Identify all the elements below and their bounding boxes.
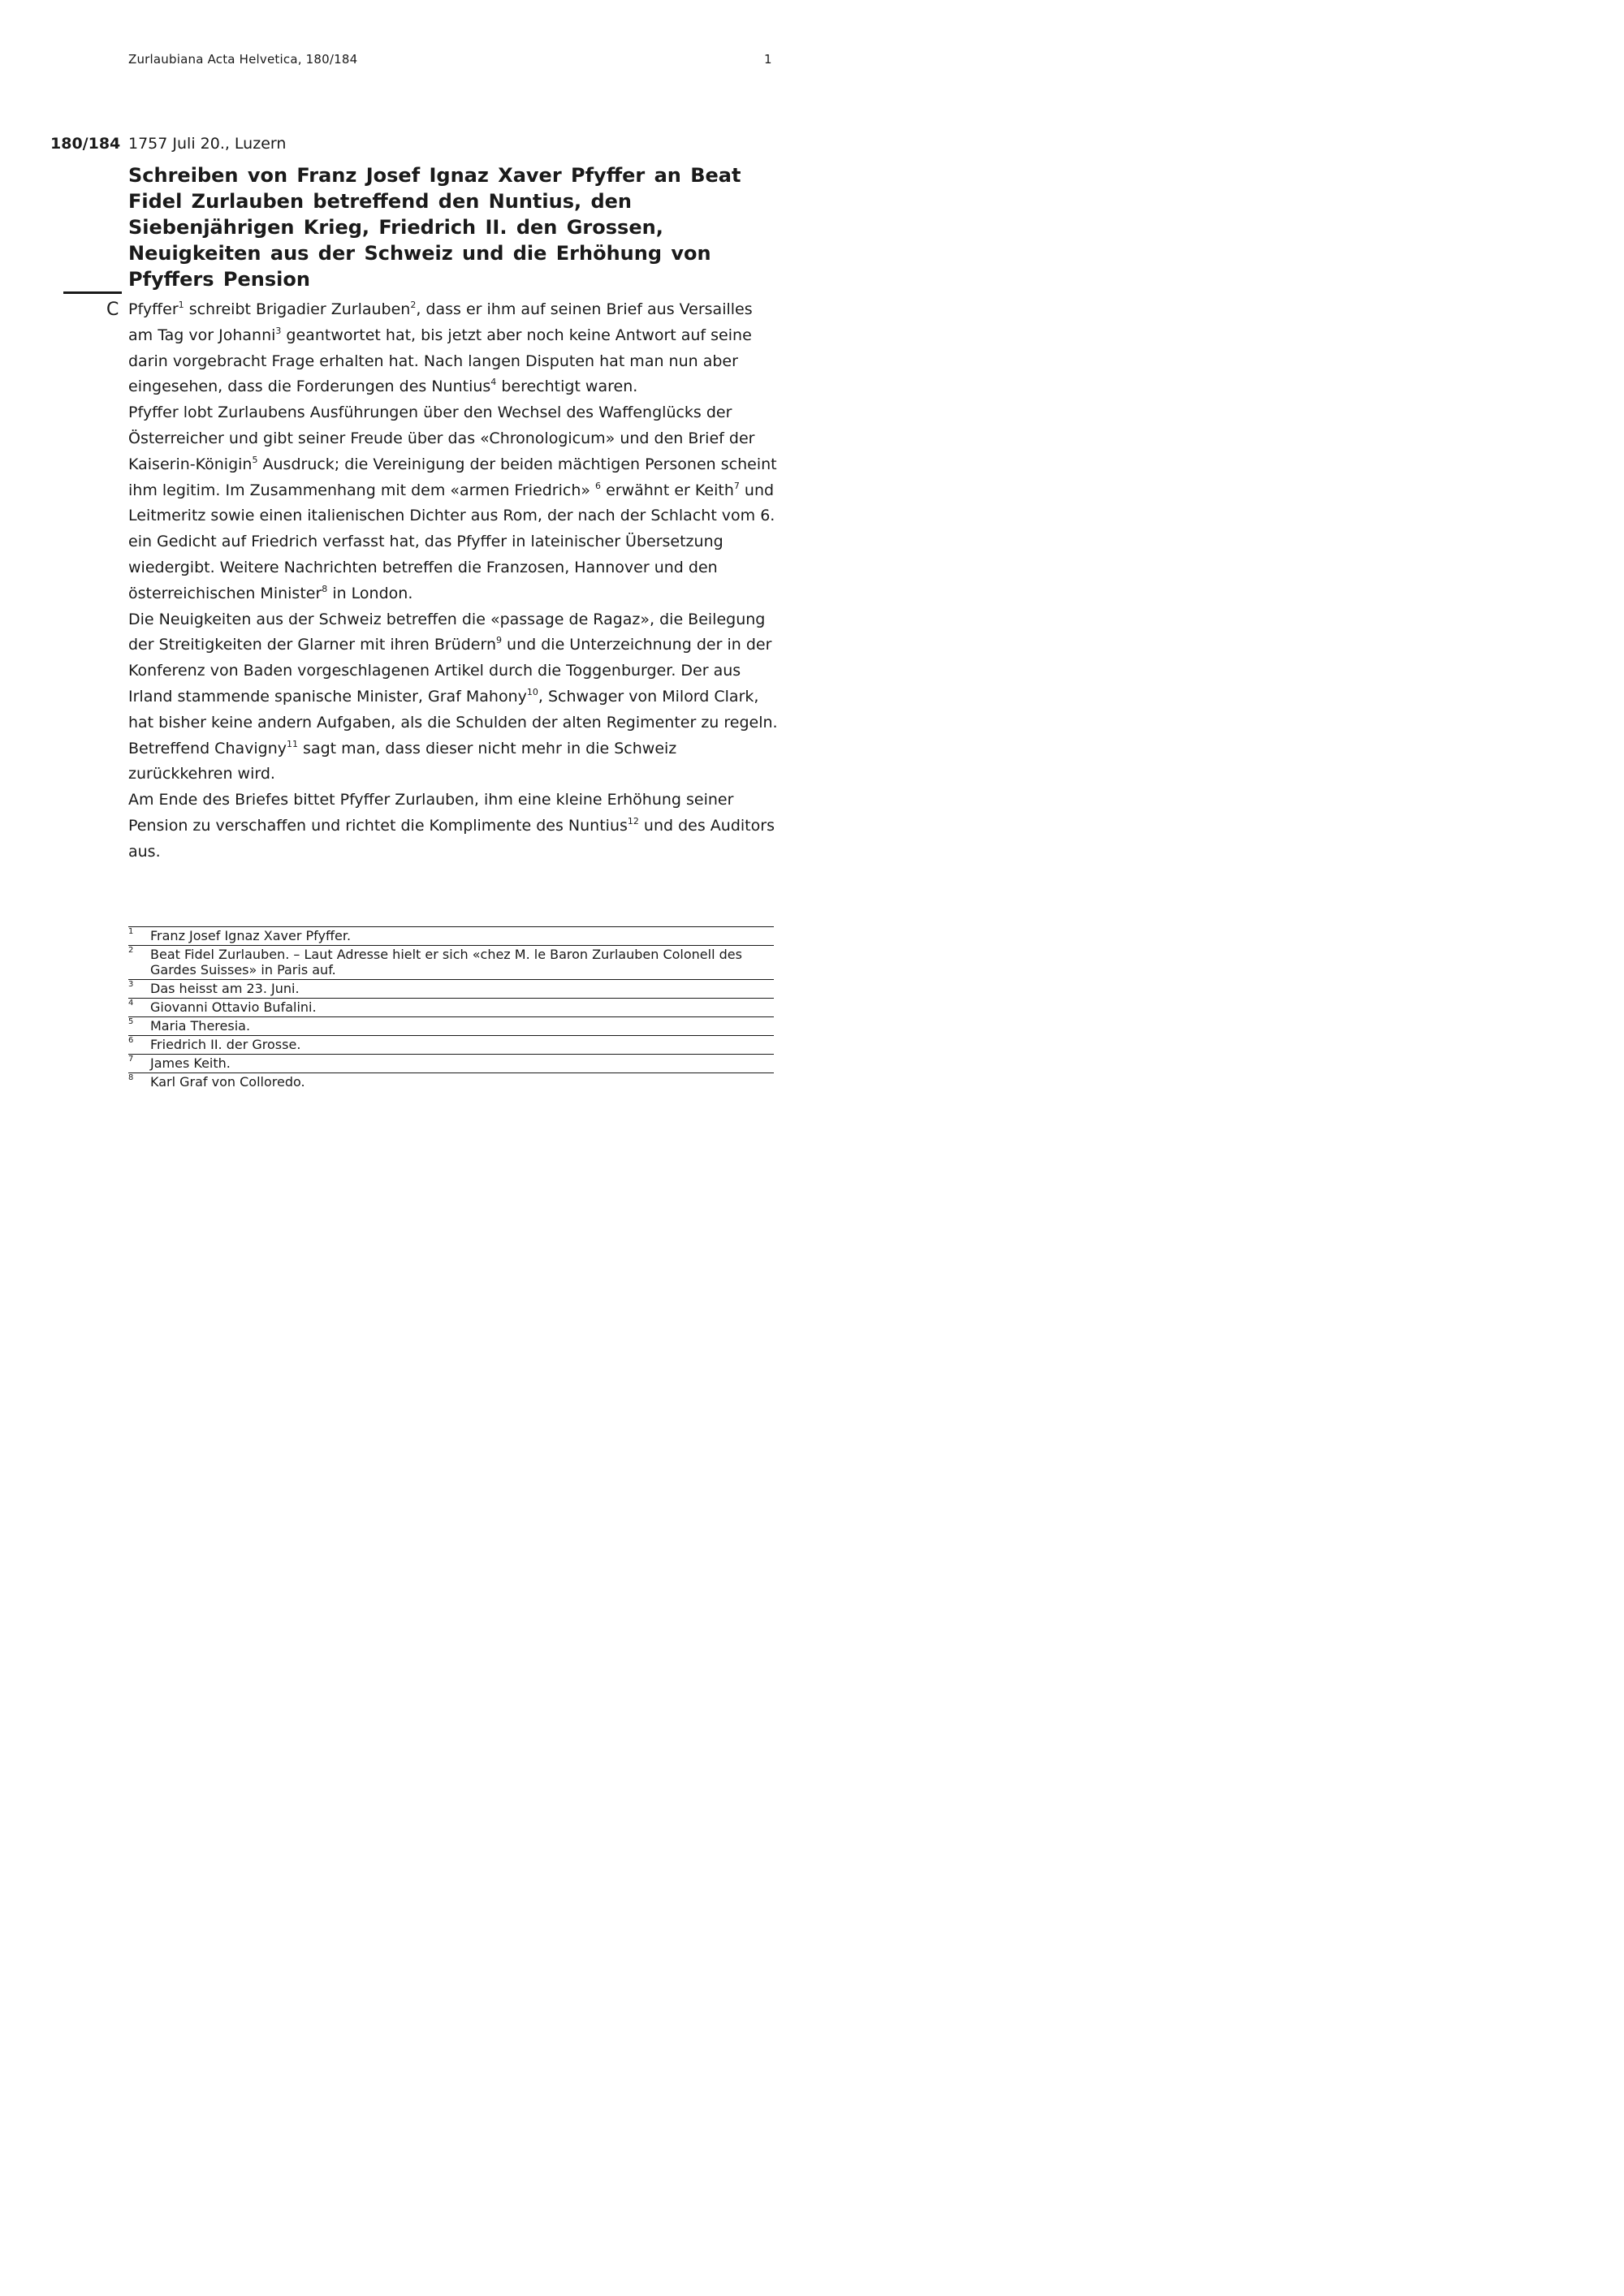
footnote (128, 998, 774, 1016)
footnote-number: 7 (128, 1055, 134, 1064)
footnote-ref[interactable]: 10 (526, 686, 538, 697)
footnote-text: Beat Fidel Zurlauben. – Laut Adresse hielt er sich «chez M. le Baron Zurlauben Colonell des Gardes Suisses» in Paris auf. (150, 947, 742, 978)
footnote-text: Friedrich II. der Grosse. (150, 1037, 301, 1052)
section-rule (63, 291, 122, 294)
section-letter: C (106, 300, 119, 320)
footnote (128, 1016, 774, 1035)
footnote-ref[interactable]: 8 (322, 583, 328, 594)
footnote-text: Maria Theresia. (150, 1018, 251, 1034)
footnote-ref[interactable]: 7 (733, 480, 740, 491)
footnote-ref[interactable]: 12 (627, 815, 639, 826)
footnote-text: Das heisst am 23. Juni. (150, 981, 300, 996)
summary-paragraph-4: Am Ende des Briefes bittet Pfyffer Zurlauben, ihm eine kleine Erhöhung seiner Pension zu verschaffen und richtet die Komplimente des Nuntius$^{12}$ und des Auditors aus. (128, 791, 775, 861)
footnote-text: Franz Josef Ignaz Xaver Pfyffer. (150, 928, 352, 943)
footnote-ref[interactable]: 1 (178, 300, 184, 310)
footnote-ref[interactable]: 9 (496, 635, 503, 646)
footnote-number: 5 (128, 1017, 134, 1026)
footnote-ref[interactable]: 6 (595, 480, 602, 491)
summary-paragraph-2: Pfyffer lobt Zurlaubens Ausführungen über den Wechsel des Waffenglücks der Österreicher und gibt seiner Freude über das «Chronologicum» und den Brief der Kaiserin-Königin$^5$ Ausdruck; die Vereinigung der beiden mächtigen Personen scheint ihm legitim. Im Zusammenhang mit dem «armen Friedrich» $^6$ erwähnt er Keith$^7$ und Leitmeritz sowie einen italienischen Dichter aus Rom, der nach der Schlacht vom 6. ein Gedicht auf Friedrich verfasst hat, das Pfyffer in lateinischer Übersetzung wiedergibt. Weitere Nachrichten betreffen die Franzosen, Hannover und den österreichischen Minister$^8$ in London. (128, 404, 777, 602)
footnote-number: 6 (128, 1036, 134, 1045)
document-title: Schreiben von Franz Josef Ignaz Xaver Pfyffer an Beat Fidel Zurlauben betreffend den Nuntius, den Siebenjährigen Krieg, Friedrich II. den Grossen, Neuigkeiten aus der Schweiz und die Erhöhung von Pfyffers Pension (128, 164, 741, 291)
footnote-ref[interactable]: 3 (275, 325, 282, 336)
footnote (128, 979, 774, 998)
footnote-number: 3 (128, 980, 134, 989)
footnote-number: 1 (128, 927, 134, 936)
footnote-ref[interactable]: 11 (287, 738, 299, 749)
summary-paragraph-1: Pfyffer$^1$ schreibt Brigadier Zurlauben$^2$, dass er ihm auf seinen Brief aus Versailles am Tag vor Johanni$^3$ geantwortet hat, bis jetzt aber noch keine Antwort auf seine darin vorgebracht Frage erhalten hat. Nach langen Disputen hat man nun aber eingesehen, dass die Forderungen des Nuntius$^4$ berechtigt waren. (128, 300, 753, 396)
summary-text (128, 297, 778, 865)
footnotes (128, 926, 774, 1091)
footnote-text: James Keith. (150, 1055, 231, 1071)
footnote (128, 926, 774, 945)
footnote-text: Karl Graf von Colloredo. (150, 1074, 305, 1090)
footnote-ref[interactable]: 5 (252, 454, 258, 465)
footnote-ref[interactable]: 4 (490, 377, 497, 388)
running-title: Zurlaubiana Acta Helvetica, 180/184 (128, 52, 358, 67)
footnote (128, 1072, 774, 1091)
footnote (128, 1054, 774, 1072)
date-place: 1757 Juli 20., Luzern (128, 135, 287, 153)
footnote-ref[interactable]: 2 (410, 300, 417, 310)
footnote (128, 1035, 774, 1054)
footnote (128, 945, 774, 979)
page-number: 1 (764, 52, 772, 67)
summary-paragraph-3: Die Neuigkeiten aus der Schweiz betreffen die «passage de Ragaz», die Beilegung der Streitigkeiten der Glarner mit ihren Brüdern$^9$ und die Unterzeichnung der in der Konferenz von Baden vorgeschlagenen Artikel durch die Toggenburger. Der aus Irland stammende spanische Minister, Graf Mahony$^{10}$, Schwager von Milord Clark, hat bisher keine andern Aufgaben, als die Schulden der alten Regimenter zu regeln. Betreffend Chavigny$^{11}$ sagt man, dass dieser nicht mehr in die Schweiz zurückkehren wird. (128, 610, 778, 783)
footnote-number: 4 (128, 999, 134, 1008)
footnote-number: 2 (128, 946, 134, 955)
document-number: 180/184 (50, 135, 121, 153)
footnote-text: Giovanni Ottavio Bufalini. (150, 999, 317, 1015)
footnote-number: 8 (128, 1073, 134, 1082)
